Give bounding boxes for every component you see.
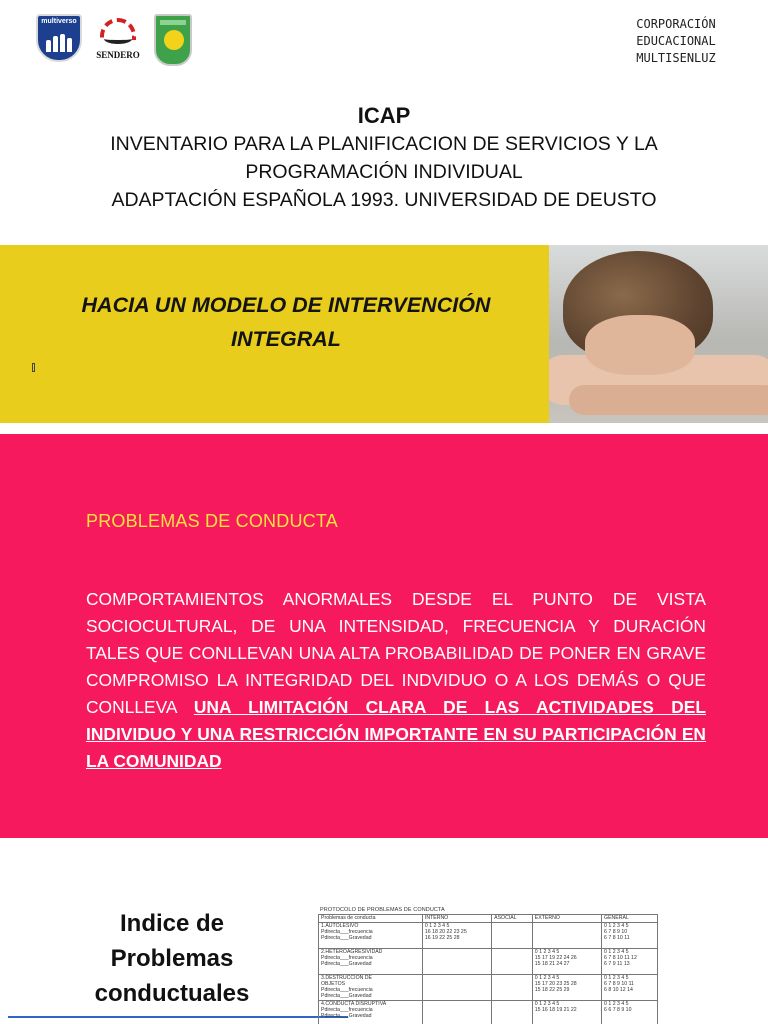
table-cell-line: Pdirecta___Gravedad [321, 1013, 372, 1019]
table-cell-label [319, 949, 423, 975]
table-header: GENERAL [602, 915, 658, 923]
table-cell-general [602, 949, 658, 975]
table-row [319, 949, 658, 975]
table-cell-line: Pdirecta___Gravedad [321, 961, 372, 967]
table-cell-line: 6 7 9 11 13 [604, 961, 630, 967]
table-cell-line: 0 1 2 3 4 5 [604, 975, 629, 981]
table-cell-line: 0 1 2 3 4 5 [604, 949, 629, 955]
table-row [319, 923, 658, 949]
table-cell-externo [532, 949, 601, 975]
definition-emphasis: UNA LIMITACIÓN CLARA DE LAS ACTIVIDADES DEL INDIVIDUO Y UNA RESTRICCIÓN IMPORTANTE EN SU PARTICIPACIÓN EN LA COMUNIDAD [86, 697, 706, 771]
document-title [0, 102, 768, 214]
table-cell-asocial [492, 1001, 533, 1024]
title-icap: ICAP [357, 103, 411, 128]
protocol-table-title: PROTOCOLO DE PROBLEMAS DE CONDUCTA [320, 907, 445, 913]
table-cell-line: 6 7 8 9 10 11 [604, 981, 634, 987]
table-cell-line: 1.AUTOLESIVO [321, 923, 359, 929]
table-cell-line: 0 1 2 3 4 5 [534, 975, 560, 981]
table-cell-line: OBJETOS [321, 981, 346, 987]
table-row [319, 1001, 658, 1024]
table-cell-general [602, 975, 658, 1001]
table-cell-general [602, 923, 658, 949]
table-cell-line: 6 8 10 12 14 [604, 987, 633, 993]
table-cell-label [319, 923, 423, 949]
table-cell-line: 6 6 7 8 9 10 [604, 1007, 632, 1013]
table-cell-externo [532, 975, 601, 1001]
table-cell-line: 2.HETEROAGRESIVIDAD [321, 949, 383, 955]
table-cell-label [319, 975, 423, 1001]
table-cell-interno [422, 1001, 491, 1024]
accent-line [8, 1016, 348, 1018]
sad-child-photo [549, 245, 768, 423]
table-cell-asocial [492, 949, 533, 975]
table-cell-line: 0 1 2 3 4 5 [604, 1001, 629, 1007]
table-cell-line: Pdirecta___Gravedad [321, 993, 372, 999]
table-cell-line: 15 18 22 25 29 [534, 987, 570, 993]
moon-icon [164, 30, 184, 50]
table-cell-line: 15 18 21 24 27 [534, 961, 570, 967]
road-icon [104, 34, 132, 44]
table-cell-line: Pdirecta___frecuencia [321, 955, 373, 961]
table-row [319, 975, 658, 1001]
behavior-definition: COMPORTAMIENTOS ANORMALES DESDE EL PUNTO DE VISTA SOCIOCULTURAL, DE UNA INTENSIDAD, FRECUENCIA Y DURACIÓN TALES QUE CONLLEVAN UNA ALTA PROBABILIDAD DE PONER EN GRAVE COMPROMISO LA INTEGRIDAD DEL INDVIDUO O A LOS DEMÁS O QUE CONLLEVA UNA LIMITACIÓN CLARA DE LAS ACTIVIDADES DEL INDIVIDUO Y UNA RESTRICCIÓN IMPORTANTE EN SU PARTICIPACIÓN EN LA COMUNIDAD [86, 589, 706, 771]
behavior-problems-heading: PROBLEMAS DE CONDUCTA [86, 511, 338, 531]
table-cell-line: 3.DESTRUCCION DE [321, 975, 373, 981]
table-cell-line: 4.CONDUCTA DISRUPTIVA [321, 1001, 387, 1007]
table-cell-asocial [492, 975, 533, 1001]
header-logos [36, 14, 192, 66]
multiverso-logo-text: multiverso [41, 18, 77, 25]
behavior-problems-slide [0, 434, 768, 838]
table-cell-interno [422, 923, 491, 949]
table-cell-line: 0 1 2 3 4 5 [534, 1001, 560, 1007]
table-cell-line: 0 1 2 3 4 5 [534, 949, 560, 955]
sendero-logo-text: SENDERO [96, 50, 140, 60]
table-header: INTERNO [422, 915, 491, 923]
table-cell-label [319, 1001, 423, 1024]
index-title: Indice de Problemas conductuales [94, 910, 250, 1007]
protocol-table [318, 914, 658, 1024]
table-cell-line: 0 1 2 3 4 5 [424, 923, 450, 929]
table-cell-interno [422, 949, 491, 975]
table-cell-general [602, 1001, 658, 1024]
table-cell-externo [532, 1001, 601, 1024]
sendero-logo [90, 14, 146, 62]
multisenluz-logo [154, 14, 192, 66]
table-cell-line: 6 7 8 10 11 12 [604, 955, 637, 961]
index-slide [0, 866, 768, 1024]
title-line-2: PROGRAMACIÓN INDIVIDUAL [245, 161, 523, 183]
title-line-1: INVENTARIO PARA LA PLANIFICACION DE SERVICIOS Y LA [110, 133, 658, 155]
table-cell-asocial [492, 923, 533, 949]
table-cell-line: 0 1 2 3 4 5 [604, 923, 629, 929]
table-cell-line: 6 7 8 10 11 [604, 935, 630, 941]
table-cell-line: 16 18 20 22 23 25 [424, 929, 467, 935]
table-header: ASOCIAL [492, 915, 533, 923]
table-cell-line: Pdirecta___Gravedad [321, 935, 372, 941]
table-cell-line: 15 17 19 22 24 26 [534, 955, 577, 961]
table-cell-line: Pdirecta___frecuencia [321, 929, 373, 935]
multiverso-logo [36, 14, 82, 62]
corporation-name: CORPORACIÓN EDUCACIONAL MULTISENLUZ [636, 17, 716, 65]
title-line-3: ADAPTACIÓN ESPAÑOLA 1993. UNIVERSIDAD DE DEUSTO [111, 189, 657, 211]
bullet-icon [32, 363, 35, 372]
table-cell-line: 6 7 8 9 10 [604, 929, 628, 935]
table-cell-interno [422, 975, 491, 1001]
table-cell-line: 16 19 22 25 28 [424, 935, 460, 941]
table-cell-line: 15 16 18 19 21 22 [534, 1007, 577, 1013]
intervention-heading: HACIA UN MODELO DE INTERVENCIÓN INTEGRAL [81, 293, 491, 351]
table-header: Problemas de conducta [319, 915, 423, 923]
table-header: EXTERNO [532, 915, 601, 923]
table-cell-line: 15 17 20 23 25 28 [534, 981, 577, 987]
intervention-band [0, 245, 768, 423]
table-cell-line: Pdirecta___frecuencia [321, 987, 373, 993]
table-cell-externo [532, 923, 601, 949]
table-cell-line: Pdirecta___frecuencia [321, 1007, 373, 1013]
